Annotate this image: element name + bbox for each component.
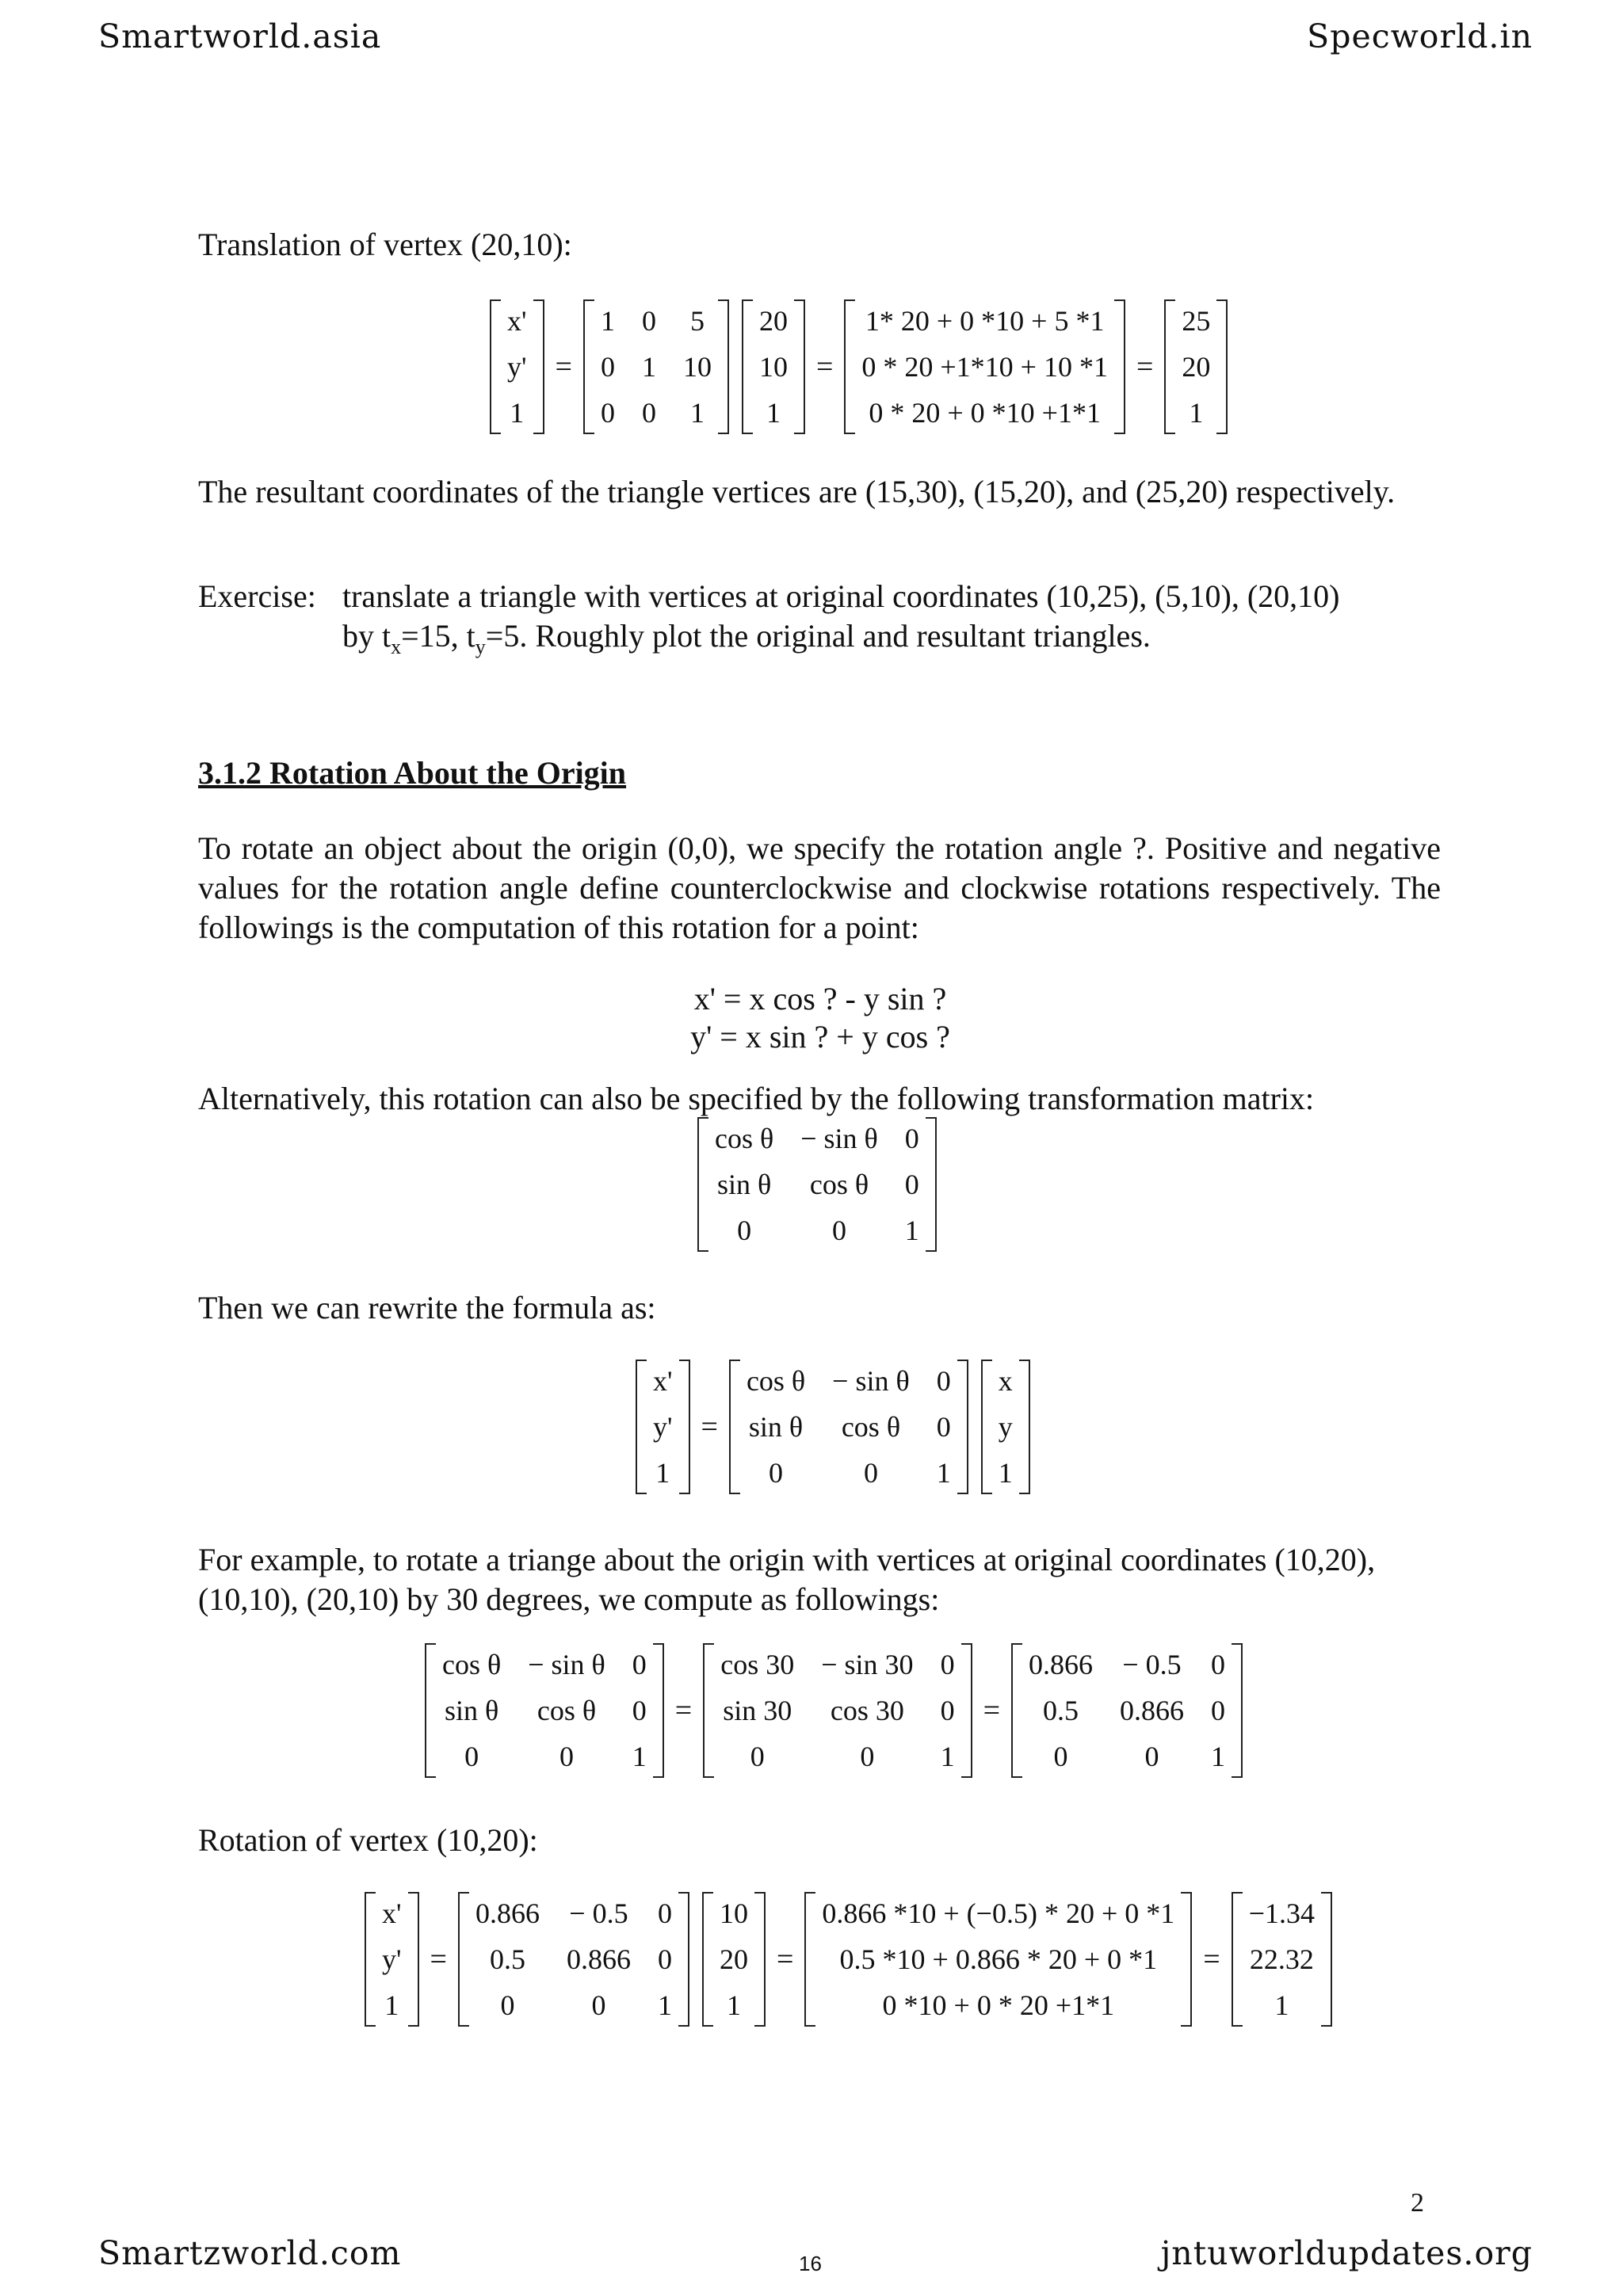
- matrix-cell: 0 *10 + 0 * 20 +1*1: [882, 1989, 1115, 2021]
- matrix-translation: [583, 299, 729, 434]
- matrix-cell: cos θ: [746, 1365, 806, 1397]
- vertex-rotation-text: Rotation of vertex (10,20):: [198, 1822, 538, 1858]
- matrix-cell: cos 30: [830, 1695, 904, 1726]
- matrix-cell: cos θ: [715, 1123, 774, 1154]
- matrix-cell: cos θ: [442, 1649, 502, 1680]
- matrix-cell: y': [653, 1411, 673, 1443]
- matrix-cell: 1: [940, 1741, 955, 1772]
- matrix-cell: 0: [860, 1741, 875, 1772]
- equals-sign: =: [983, 1694, 1000, 1727]
- matrix-cell: x': [382, 1897, 402, 1929]
- matrix-cell: 0: [863, 1457, 878, 1489]
- matrix-cell: x': [507, 305, 527, 337]
- matrix-cell: 0: [940, 1695, 955, 1726]
- rotation-matrix-equation: [691, 1117, 943, 1252]
- alternative-text: Alternatively, this rotation can also be specified by the following transformation matrix:: [198, 1081, 1315, 1116]
- exercise-line-2: by $t_x=15$, $t_y=5$. Roughly plot the original and resultant triangles.: [342, 618, 1151, 658]
- matrix-cell: 1: [655, 1457, 670, 1489]
- matrix-cell: 10: [719, 1897, 748, 1929]
- matrix-cell: 1: [1189, 397, 1204, 429]
- matrix-cell: 0: [1211, 1695, 1225, 1726]
- equals-sign: =: [776, 1943, 794, 1976]
- header-left: Smartworld.asia: [98, 17, 382, 55]
- matrix-cell: 0: [936, 1411, 951, 1443]
- matrix-cell: 0.5: [1043, 1695, 1079, 1726]
- matrix-cell: − 0.5: [569, 1897, 628, 1929]
- matrix-cell: 0.866: [1120, 1695, 1184, 1726]
- matrix-cell: 0.866: [1029, 1649, 1093, 1680]
- equals-sign: =: [701, 1410, 718, 1444]
- matrix-cell: cos θ: [841, 1411, 901, 1443]
- footer-left: Smartzworld.com: [98, 2234, 402, 2272]
- matrix-xy: [981, 1360, 1030, 1494]
- rotation-paragraph: To rotate an object about the origin (0,0), we specify the rotation angle ?. Positive and negative values for the rotation angle define counterclockwise and clockwise rotations respectively. The followings is the computation of this rotation for a point:: [198, 830, 1441, 945]
- page-number: 2: [1411, 2188, 1424, 2218]
- matrix-cell: 0: [904, 1123, 919, 1154]
- matrix-cell: 0: [936, 1365, 951, 1397]
- matrix-cell: 0: [641, 397, 656, 429]
- matrix-cell: 0: [500, 1989, 515, 2021]
- matrix-cell: 0: [657, 1897, 672, 1929]
- matrix-cell: 10: [682, 351, 712, 383]
- matrix-cell: 0: [641, 305, 656, 337]
- translation-result: The resultant coordinates of the triangle vertices are (15,30), (15,20), and (25,20) respectively.: [198, 474, 1396, 509]
- matrix-cell: x: [998, 1365, 1013, 1397]
- matrix-cell: x': [653, 1365, 673, 1397]
- translation-title: Translation of vertex (20,10):: [198, 227, 572, 262]
- rotation-matrix: [729, 1360, 968, 1494]
- matrix-point: [742, 299, 805, 434]
- matrix-cell: 1: [689, 397, 705, 429]
- matrix-cell: 0: [737, 1215, 752, 1246]
- matrix-cell: 20: [758, 305, 788, 337]
- rotation-matrix: [425, 1643, 664, 1778]
- matrix-cell: 1: [726, 1989, 741, 2021]
- matrix-result: [1232, 1892, 1332, 2027]
- matrix-cell: 1: [600, 305, 615, 337]
- matrix-cell: 1: [998, 1457, 1013, 1489]
- matrix-cell: − sin θ: [800, 1123, 878, 1154]
- matrix-cell: 10: [758, 351, 788, 383]
- matrix-cell: sin θ: [716, 1169, 772, 1200]
- matrix-cell: 1: [657, 1989, 672, 2021]
- footer-right: jntuworldupdates.org: [1160, 2234, 1533, 2272]
- matrix-cell: 20: [1182, 351, 1211, 383]
- matrix-cell: 0.866: [475, 1897, 540, 1929]
- exercise-label: Exercise:: [198, 578, 316, 614]
- matrix-cell: −1.34: [1248, 1897, 1316, 1929]
- matrix-cell: 0: [769, 1457, 784, 1489]
- equals-sign: =: [674, 1694, 693, 1727]
- equals-sign: =: [815, 350, 834, 383]
- matrix-cell: cos θ: [537, 1695, 597, 1726]
- matrix-cell: 0 * 20 + 0 *10 +1*1: [869, 397, 1101, 429]
- matrix-cell: − sin θ: [528, 1649, 605, 1680]
- matrix-expansion: [804, 1892, 1192, 2027]
- matrix-cell: cos 30: [720, 1649, 795, 1680]
- matrix-cell: 1: [1211, 1741, 1225, 1772]
- matrix-cell: 0: [464, 1741, 479, 1772]
- translation-equation: [483, 299, 1234, 434]
- matrix-cell: sin θ: [748, 1411, 804, 1443]
- matrix-cell: 0: [832, 1215, 847, 1246]
- matrix-cell: − sin 30: [821, 1649, 914, 1680]
- matrix-lhs: [636, 1360, 690, 1494]
- rewrite-text: Then we can rewrite the formula as:: [198, 1290, 656, 1325]
- footer-center-number: 16: [799, 2252, 822, 2275]
- matrix-cell: 22.32: [1249, 1943, 1314, 1975]
- matrix-cell: 0: [750, 1741, 765, 1772]
- matrix-cell: 1: [384, 1989, 399, 2021]
- matrix-cell: 0.866: [566, 1943, 631, 1975]
- matrix-cell: 20: [719, 1943, 748, 1975]
- matrix-lhs: [490, 299, 544, 434]
- vertex-rotation-equation: [358, 1892, 1338, 2027]
- matrix-cell: 0.866 *10 + (−0.5) * 20 + 0 *1: [822, 1897, 1175, 1929]
- matrix-cell: cos θ: [809, 1169, 869, 1200]
- matrix-cell: y': [507, 351, 527, 383]
- rotation-matrix: [697, 1117, 937, 1252]
- rotation-numeric-matrix: [1011, 1643, 1243, 1778]
- matrix-cell: y: [998, 1411, 1013, 1443]
- equals-sign: =: [1203, 1943, 1220, 1976]
- matrix-expansion: [844, 299, 1125, 434]
- matrix-cell: 0: [1211, 1649, 1225, 1680]
- matrix-cell: 1: [1274, 1989, 1289, 2021]
- matrix-cell: 0: [1053, 1741, 1068, 1772]
- example-text: For example, to rotate a triange about the origin with vertices at original coordinates (10,20), (10,10), (20,10) by 30 degrees, we compute as followings:: [198, 1542, 1376, 1617]
- equals-sign: =: [555, 350, 572, 383]
- matrix-cell: sin 30: [723, 1695, 792, 1726]
- matrix-cell: 0: [904, 1169, 919, 1200]
- matrix-cell: 0: [657, 1943, 672, 1975]
- matrix-cell: 1: [936, 1457, 951, 1489]
- matrix-cell: 1: [904, 1215, 919, 1246]
- equals-sign: =: [430, 1943, 447, 1976]
- matrix-cell: 0 * 20 +1*10 + 10 *1: [861, 351, 1108, 383]
- matrix-cell: 0: [600, 351, 615, 383]
- rotation-numeric-matrix: [458, 1892, 689, 2027]
- matrix-cell: 1: [766, 397, 781, 429]
- section-heading: 3.1.2 Rotation About the Origin: [198, 755, 627, 791]
- exercise-line-1: translate a triangle with vertices at original coordinates (10,25), (5,10), (20,10): [342, 578, 1340, 614]
- matrix-cell: 25: [1182, 305, 1211, 337]
- matrix-point: [702, 1892, 766, 2027]
- matrix-cell: 0: [591, 1989, 606, 2021]
- formula-y: y' = x sin ? + y cos ?: [690, 1019, 950, 1055]
- matrix-cell: 0: [940, 1649, 955, 1680]
- matrix-cell: 0.5: [489, 1943, 525, 1975]
- rotation-30-matrix: [703, 1643, 972, 1778]
- matrix-cell: sin θ: [444, 1695, 499, 1726]
- header-right: Specworld.in: [1307, 17, 1533, 55]
- matrix-cell: − sin θ: [832, 1365, 910, 1397]
- matrix-cell: y': [382, 1943, 402, 1975]
- rotation-30-equation: [418, 1643, 1249, 1778]
- equals-sign: =: [1136, 350, 1154, 383]
- matrix-cell: 1: [510, 397, 525, 429]
- matrix-cell: 1: [632, 1741, 647, 1772]
- formula-x: x' = x cos ? - y sin ?: [693, 981, 947, 1016]
- matrix-cell: 0: [1144, 1741, 1159, 1772]
- matrix-result: [1164, 299, 1228, 434]
- matrix-cell: 0: [632, 1695, 647, 1726]
- rewrite-equation: [629, 1360, 1037, 1494]
- matrix-cell: 0.5 *10 + 0.866 * 20 + 0 *1: [839, 1943, 1158, 1975]
- matrix-cell: 1* 20 + 0 *10 + 5 *1: [865, 305, 1105, 337]
- matrix-cell: 5: [689, 305, 705, 337]
- matrix-cell: − 0.5: [1122, 1649, 1182, 1680]
- matrix-cell: 0: [632, 1649, 647, 1680]
- matrix-cell: 0: [559, 1741, 575, 1772]
- matrix-cell: 0: [600, 397, 615, 429]
- matrix-lhs: [365, 1892, 419, 2027]
- matrix-cell: 1: [641, 351, 656, 383]
